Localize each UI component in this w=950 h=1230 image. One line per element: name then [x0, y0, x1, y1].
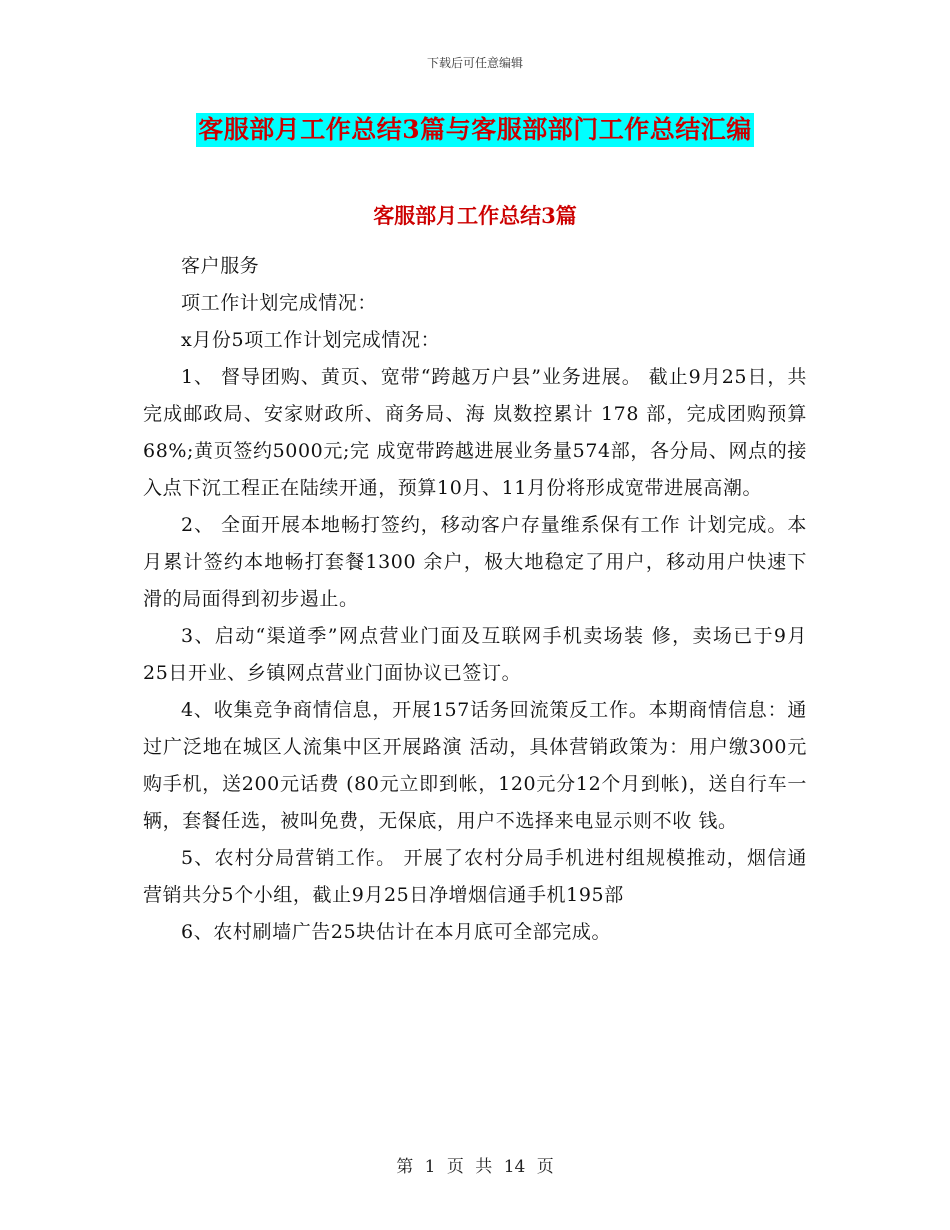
paragraph: 5、农村分局营销工作。 开展了农村分局手机进村组规模推动，烟信通营销共分5个小组，截止9月25日净增烟信通手机195部 — [143, 847, 807, 906]
paragraph: 4、收集竞争商情信息，开展157话务回流策反工作。本期商情信息：通过广泛地在城区人流集中区开展路演 活动，具体营销政策为：用户缴300元购手机，送200元话费 (80元立即到帐，120元分12个月到帐)，送自行车一辆，套餐任选，被叫免费，无保底，用户不选择来电显示则不收 钱。 — [143, 699, 807, 832]
paragraph: 客户服务 — [181, 255, 260, 277]
paragraph: 1、 督导团购、黄页、宽带“跨越万户县”业务进展。 截止9月25日，共完成邮政局、安家财政所、商务局、海 岚数控累计 178 部，完成团购预算 68%;黄页签约5000元;完 成宽带跨越进展业务量574部，各分局、网点的接入点下沉工程正在陆续开通，预算10月、11月份将形成宽带进展高潮。 — [143, 366, 807, 499]
section-title: 客服部月工作总结3篇 — [373, 203, 577, 228]
main-title-container — [0, 113, 950, 147]
paragraph: 6、农村刷墙广告25块估计在本月底可全部完成。 — [181, 921, 612, 943]
body-text — [143, 248, 807, 951]
paragraph: 2、 全面开展本地畅打签约，移动客户存量维系保有工作 计划完成。本月累计签约本地畅打套餐1300 余户，极大地稳定了用户，移动用户快速下滑的局面得到初步遏止。 — [143, 514, 807, 610]
paragraph: 3、启动“渠道季”网点营业门面及互联网手机卖场装 修，卖场已于9月25日开业、乡镇网点营业门面协议已签订。 — [143, 625, 807, 684]
paragraph: x月份5项工作计划完成情况： — [181, 329, 441, 351]
header-note: 下载后可任意编辑 — [426, 56, 523, 70]
main-title: 客服部月工作总结3篇与客服部部门工作总结汇编 — [196, 113, 753, 147]
page-footer: 第 1 页 共 14 页 — [396, 1157, 554, 1177]
paragraph: 项工作计划完成情况： — [181, 292, 378, 314]
